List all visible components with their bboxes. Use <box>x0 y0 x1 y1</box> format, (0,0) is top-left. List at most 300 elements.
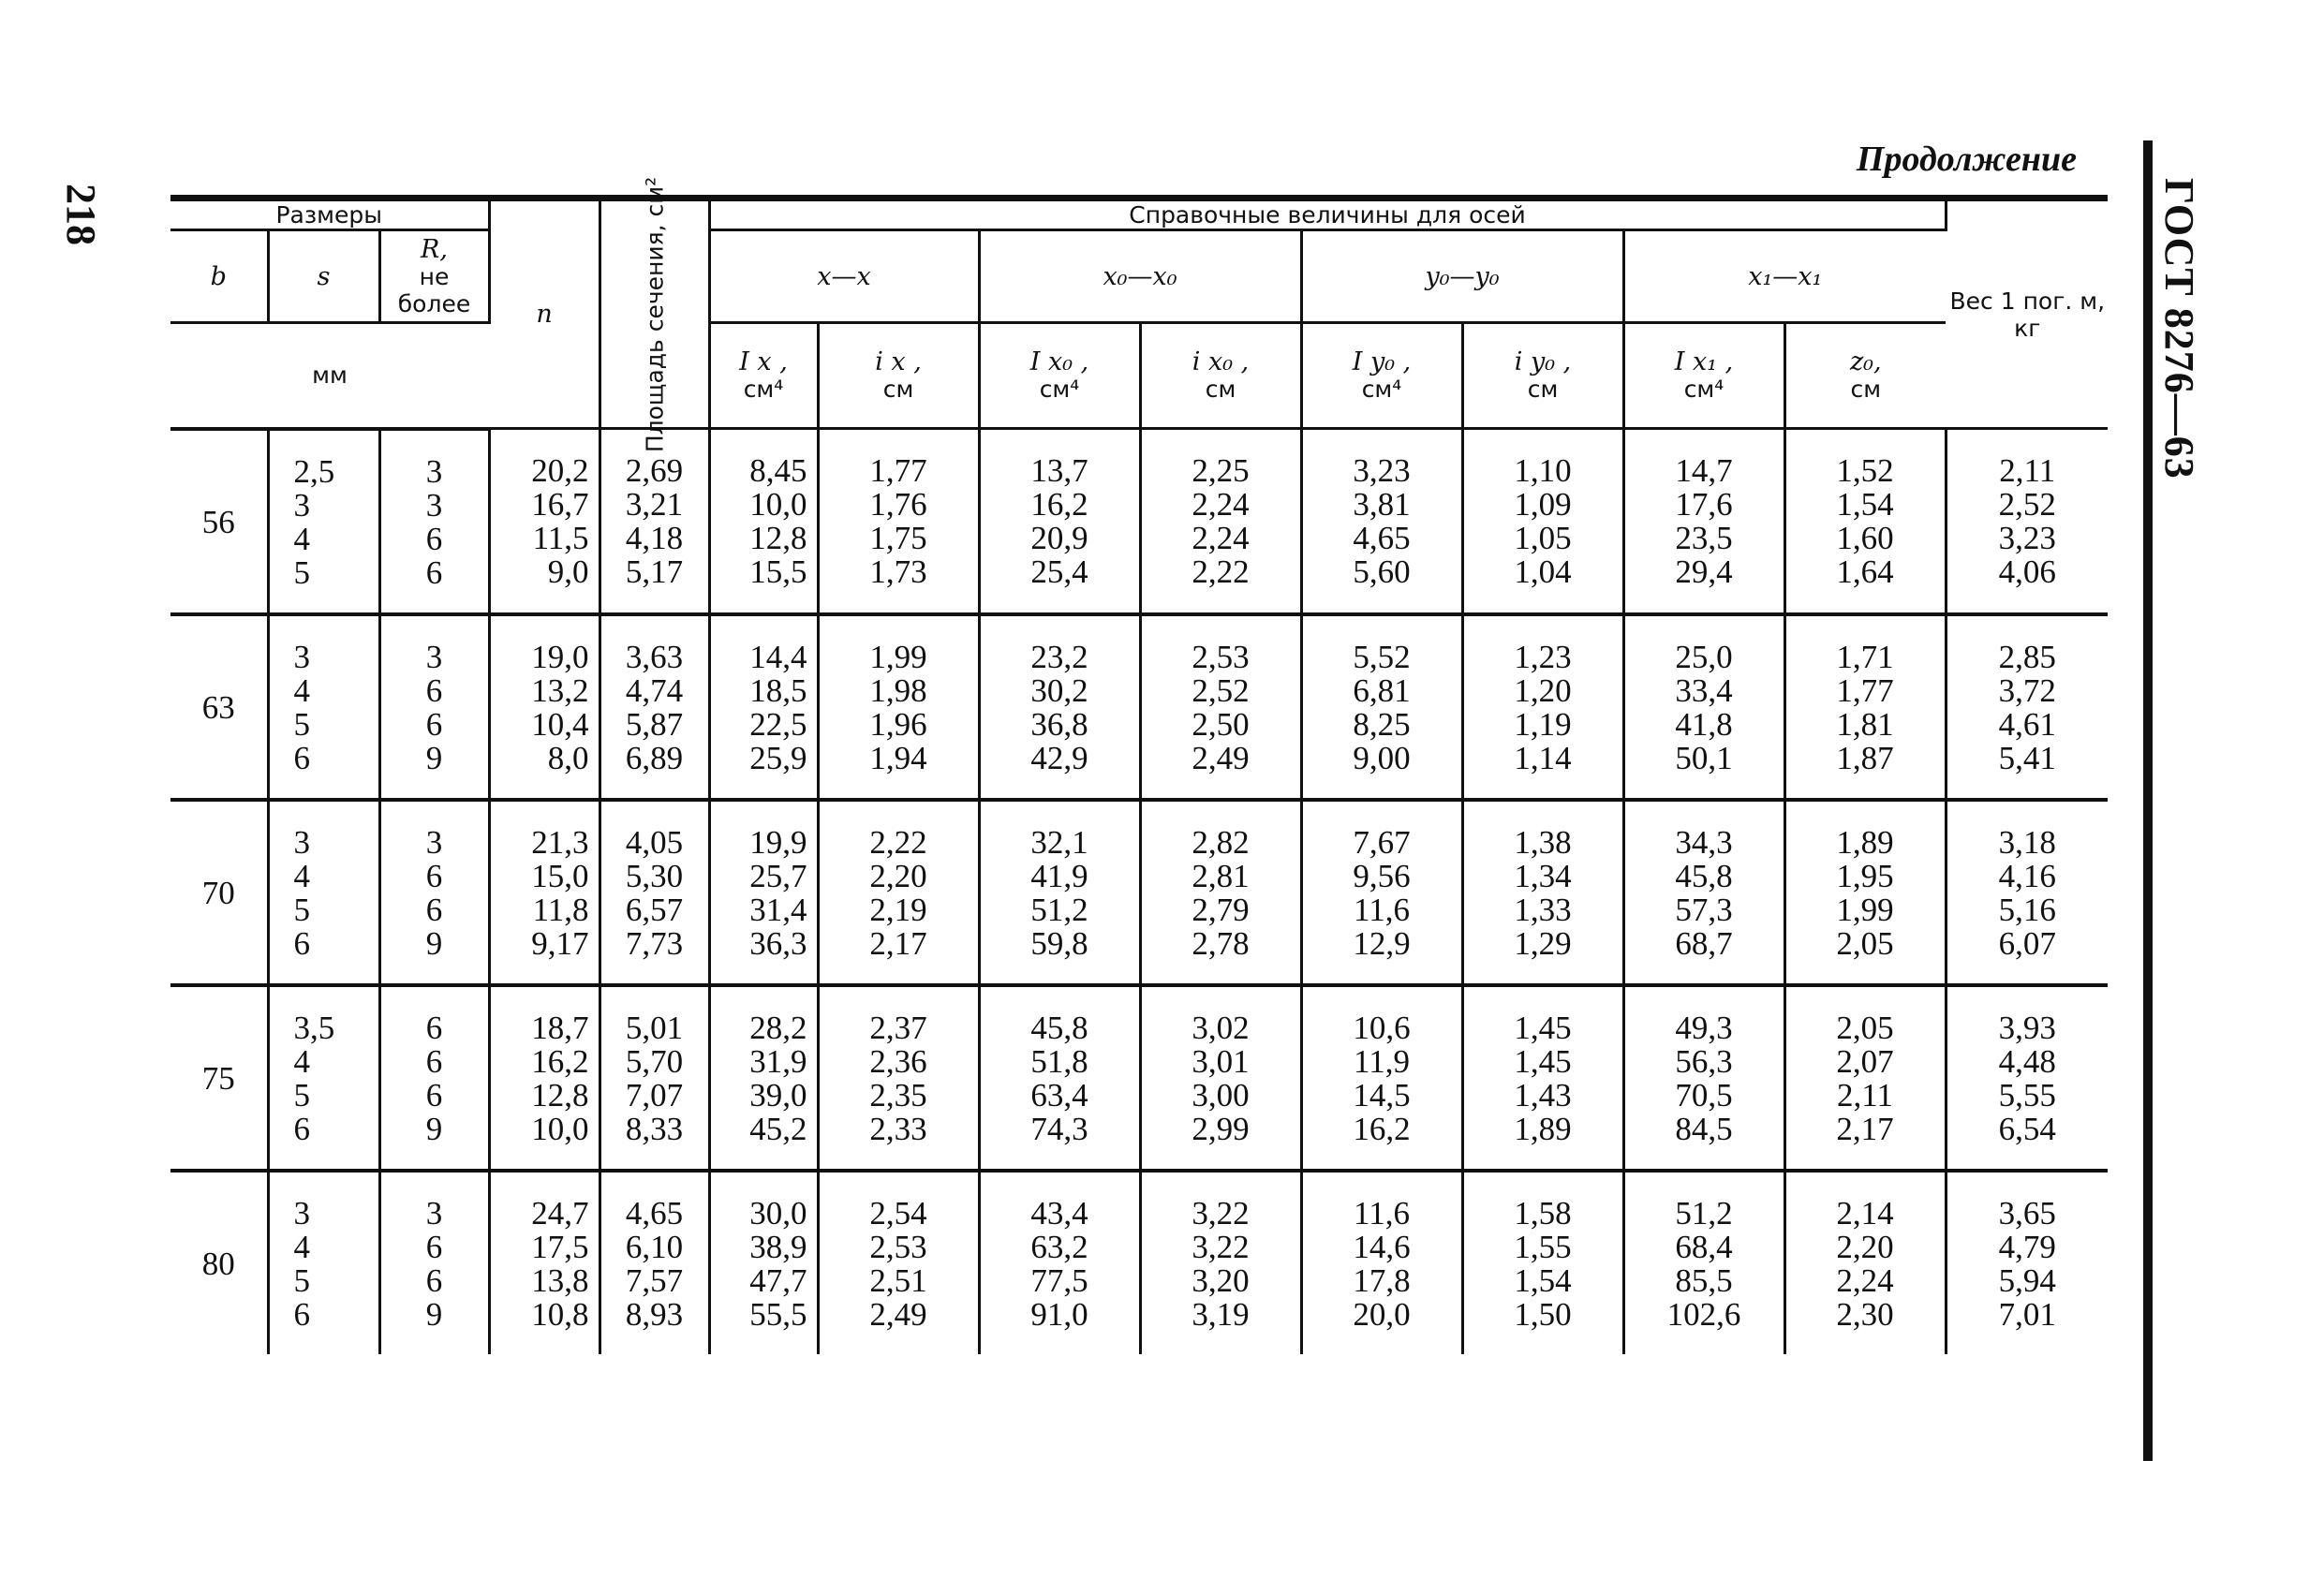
z0-header: z₀, см <box>1784 323 1946 429</box>
Iy0-value: 12,9 <box>1353 924 1411 962</box>
ix-cell <box>818 614 979 800</box>
Ix1-value: 25,0 <box>1675 638 1733 675</box>
ix0-cell <box>1140 985 1301 1171</box>
area-value: 3,63 <box>625 638 684 675</box>
n-value: 20,2 <box>531 452 589 490</box>
Ix-value: 38,9 <box>749 1228 807 1265</box>
ix-value: 1,76 <box>869 486 927 524</box>
z0-value: 1,95 <box>1836 857 1894 894</box>
ix0-value: 3,00 <box>1192 1076 1250 1114</box>
s-value: 5 <box>293 891 310 928</box>
iy0-value: 1,38 <box>1514 823 1572 861</box>
s-value: 5 <box>293 1261 310 1299</box>
ix0-value: 2,79 <box>1192 891 1250 928</box>
ix-value: 2,36 <box>869 1042 927 1080</box>
weight-value: 3,23 <box>1998 520 2056 557</box>
ix-cell <box>818 985 979 1171</box>
Ix0-value: 25,4 <box>1030 553 1088 591</box>
iy0-value: 1,14 <box>1514 739 1572 776</box>
n-header: n <box>489 199 600 429</box>
weight-value: 5,41 <box>1998 739 2056 776</box>
z0-value: 1,87 <box>1836 739 1894 776</box>
area-value: 6,57 <box>625 891 684 928</box>
s-value: 6 <box>293 924 310 962</box>
r-cell <box>379 614 489 800</box>
iy0-value: 1,29 <box>1514 924 1572 962</box>
Iy0-value: 14,6 <box>1353 1228 1411 1265</box>
r-value: 6 <box>425 1042 443 1080</box>
z0-value: 2,05 <box>1836 924 1894 962</box>
table-row <box>170 985 2108 1171</box>
Ix1-cell <box>1623 1171 1784 1354</box>
ix-value: 1,75 <box>869 520 927 557</box>
n-value: 18,7 <box>531 1009 589 1046</box>
ix-value: 2,37 <box>869 1009 927 1046</box>
Ix0-value: 43,4 <box>1030 1194 1088 1232</box>
area-value: 5,30 <box>625 857 684 894</box>
z0-value: 1,64 <box>1836 553 1894 591</box>
weight-value: 2,52 <box>1998 486 2056 524</box>
iy0-value: 1,58 <box>1514 1194 1572 1232</box>
ix-value: 2,51 <box>869 1261 927 1299</box>
area-cell <box>600 429 709 614</box>
Ix-value: 18,5 <box>749 671 807 709</box>
area-value: 4,18 <box>625 520 684 557</box>
n-value: 24,7 <box>531 1194 589 1232</box>
Iy0-value: 3,81 <box>1353 486 1411 524</box>
Ix1-value: 70,5 <box>1675 1076 1733 1114</box>
r-value: 6 <box>425 671 443 709</box>
weight-value: 4,16 <box>1998 857 2056 894</box>
weight-cell <box>1946 429 2108 614</box>
z0-value: 2,11 <box>1837 1076 1893 1114</box>
ix-cell <box>818 429 979 614</box>
b-value: 75 <box>170 985 268 1171</box>
iy0-cell <box>1462 429 1623 614</box>
Ix0-value: 59,8 <box>1030 924 1088 962</box>
iy0-moment-header: I y₀ , см⁴ <box>1301 323 1462 429</box>
Ix1-cell <box>1623 614 1784 800</box>
ix0-value: 2,22 <box>1192 553 1250 591</box>
area-value: 7,73 <box>625 924 684 962</box>
r-header: R, не более <box>379 230 489 323</box>
Ix-cell <box>709 1171 818 1354</box>
weight-value: 7,01 <box>1998 1295 2056 1333</box>
Ix0-cell <box>979 1171 1140 1354</box>
ix0-value: 2,24 <box>1192 486 1250 524</box>
Ix1-value: 45,8 <box>1675 857 1733 894</box>
area-value: 4,05 <box>625 823 684 861</box>
s-value: 4 <box>293 857 310 894</box>
Ix0-value: 23,2 <box>1030 638 1088 675</box>
area-value: 5,87 <box>625 705 684 743</box>
weight-cell <box>1946 985 2108 1171</box>
Ix1-value: 51,2 <box>1675 1194 1733 1232</box>
ix0-value: 2,82 <box>1192 823 1250 861</box>
Ix-cell <box>709 800 818 985</box>
ix0-value: 2,81 <box>1192 857 1250 894</box>
Ix1-value: 17,6 <box>1675 486 1733 524</box>
weight-value: 4,06 <box>1998 553 2056 591</box>
iy0-value: 1,10 <box>1514 452 1572 490</box>
iy0-value: 1,20 <box>1514 671 1572 709</box>
s-cell <box>268 1171 379 1354</box>
ix0-value: 2,49 <box>1192 739 1250 776</box>
Iy0-cell <box>1301 985 1462 1171</box>
s-value: 6 <box>293 1295 310 1333</box>
Iy0-value: 10,6 <box>1353 1009 1411 1046</box>
s-value: 5 <box>293 553 310 591</box>
Ix0-value: 63,4 <box>1030 1076 1088 1114</box>
s-header: s <box>268 230 379 323</box>
n-cell <box>489 800 600 985</box>
ix-value: 2,20 <box>869 857 927 894</box>
ix0-value: 3,20 <box>1192 1261 1250 1299</box>
z0-value: 2,24 <box>1836 1261 1894 1299</box>
table-row <box>170 614 2108 800</box>
reference-header: Справочные величины для осей <box>709 199 1946 230</box>
Ix-cell <box>709 429 818 614</box>
Ix0-value: 45,8 <box>1030 1009 1088 1046</box>
Iy0-value: 11,6 <box>1354 891 1410 928</box>
ix0-value: 2,25 <box>1192 452 1250 490</box>
Ix1-cell <box>1623 429 1784 614</box>
z0-value: 2,20 <box>1836 1228 1894 1265</box>
r-cell <box>379 1171 489 1354</box>
ix0-value: 2,52 <box>1192 671 1250 709</box>
z0-value: 1,77 <box>1836 671 1894 709</box>
area-value: 7,07 <box>625 1076 684 1114</box>
Iy0-cell <box>1301 429 1462 614</box>
n-value: 16,7 <box>531 486 589 524</box>
Iy0-value: 17,8 <box>1353 1261 1411 1299</box>
Iy0-value: 5,52 <box>1353 638 1411 675</box>
n-cell <box>489 429 600 614</box>
sizes-header: Размеры <box>170 199 489 230</box>
ix-moment-header: I x , см⁴ <box>709 323 818 429</box>
r-value: 6 <box>425 857 443 894</box>
weight-value: 3,72 <box>1998 671 2056 709</box>
r-value: 9 <box>425 924 443 962</box>
weight-value: 5,94 <box>1998 1261 2056 1299</box>
ix0-cell <box>1140 1171 1301 1354</box>
mm-header: мм <box>170 323 489 429</box>
s-value: 5 <box>293 1076 310 1114</box>
weight-cell <box>1946 800 2108 985</box>
Ix-value: 14,4 <box>749 638 807 675</box>
Ix1-value: 68,7 <box>1675 924 1733 962</box>
n-cell <box>489 614 600 800</box>
z0-value: 1,54 <box>1836 486 1894 524</box>
Ix1-value: 29,4 <box>1675 553 1733 591</box>
Ix0-cell <box>979 800 1140 985</box>
ix-value: 1,98 <box>869 671 927 709</box>
ix-value: 2,17 <box>869 924 927 962</box>
n-value: 13,2 <box>531 671 589 709</box>
s-value: 3 <box>293 1194 310 1232</box>
r-value: 6 <box>425 553 443 591</box>
Ix-value: 31,4 <box>749 891 807 928</box>
ix-radius-header: i x , см <box>818 323 979 429</box>
Ix-value: 25,9 <box>749 739 807 776</box>
ix-value: 2,22 <box>869 823 927 861</box>
z0-cell <box>1784 800 1946 985</box>
ix0-radius-header: i x₀ , см <box>1140 323 1301 429</box>
s-value: 2,5 <box>293 452 335 490</box>
iy0-value: 1,50 <box>1514 1295 1572 1333</box>
Ix-value: 45,2 <box>749 1110 807 1147</box>
n-value: 8,0 <box>547 739 589 776</box>
Ix-cell <box>709 614 818 800</box>
Iy0-value: 5,60 <box>1353 553 1411 591</box>
iy0-value: 1,55 <box>1514 1228 1572 1265</box>
area-value: 6,89 <box>625 739 684 776</box>
axis-y0-header: y₀—y₀ <box>1301 230 1623 323</box>
ix-value: 2,35 <box>869 1076 927 1114</box>
s-value: 3 <box>293 823 310 861</box>
ix0-cell <box>1140 614 1301 800</box>
r-value: 6 <box>425 1009 443 1046</box>
ix0-value: 2,99 <box>1192 1110 1250 1147</box>
Ix-value: 19,9 <box>749 823 807 861</box>
b-value: 63 <box>170 614 268 800</box>
ix-value: 2,49 <box>869 1295 927 1333</box>
Ix0-value: 36,8 <box>1030 705 1088 743</box>
weight-value: 6,07 <box>1998 924 2056 962</box>
iy0-value: 1,19 <box>1514 705 1572 743</box>
weight-value: 4,61 <box>1998 705 2056 743</box>
r-value: 6 <box>425 1228 443 1265</box>
weight-cell <box>1946 1171 2108 1354</box>
r-value: 3 <box>425 823 443 861</box>
r-value: 9 <box>425 1295 443 1333</box>
ix0-value: 3,01 <box>1192 1042 1250 1080</box>
ix0-cell <box>1140 800 1301 985</box>
Ix-value: 39,0 <box>749 1076 807 1114</box>
ix-value: 2,33 <box>869 1110 927 1147</box>
n-value: 9,17 <box>531 924 589 962</box>
r-value: 9 <box>425 739 443 776</box>
Iy0-value: 16,2 <box>1353 1110 1411 1147</box>
ix-value: 2,19 <box>869 891 927 928</box>
ix0-cell <box>1140 429 1301 614</box>
Ix0-cell <box>979 985 1140 1171</box>
ix-value: 1,77 <box>869 452 927 490</box>
Ix0-value: 91,0 <box>1030 1295 1088 1333</box>
ix1-moment-header: I x₁ , см⁴ <box>1623 323 1784 429</box>
n-value: 15,0 <box>531 857 589 894</box>
s-cell <box>268 429 379 614</box>
Iy0-value: 9,56 <box>1353 857 1411 894</box>
r-value: 6 <box>425 891 443 928</box>
r-cell <box>379 985 489 1171</box>
ix0-value: 2,53 <box>1192 638 1250 675</box>
r-value: 6 <box>425 1261 443 1299</box>
b-value: 70 <box>170 800 268 985</box>
z0-value: 2,05 <box>1836 1009 1894 1046</box>
n-value: 11,5 <box>532 520 589 557</box>
ix-value: 1,73 <box>869 553 927 591</box>
Iy0-value: 11,9 <box>1354 1042 1410 1080</box>
axis-x1-header: x₁—x₁ <box>1623 230 1946 323</box>
Ix0-value: 13,7 <box>1030 452 1088 490</box>
iy0-value: 1,33 <box>1514 891 1572 928</box>
Ix0-value: 51,8 <box>1030 1042 1088 1080</box>
n-cell <box>489 985 600 1171</box>
n-value: 11,8 <box>532 891 589 928</box>
r-value: 3 <box>425 638 443 675</box>
iy0-value: 1,54 <box>1514 1261 1572 1299</box>
weight-value: 4,79 <box>1998 1228 2056 1265</box>
ix-cell <box>818 1171 979 1354</box>
Ix1-value: 49,3 <box>1675 1009 1733 1046</box>
ix-cell <box>818 800 979 985</box>
axis-x-header: x—x <box>709 230 979 323</box>
continuation-label: Продолжение <box>1856 140 2077 179</box>
weight-value: 3,18 <box>1998 823 2056 861</box>
Iy0-value: 3,23 <box>1353 452 1411 490</box>
Ix-value: 28,2 <box>749 1009 807 1046</box>
r-cell <box>379 800 489 985</box>
s-value: 5 <box>293 705 310 743</box>
area-value: 3,21 <box>625 486 684 524</box>
Ix1-value: 50,1 <box>1675 739 1733 776</box>
Ix1-value: 102,6 <box>1666 1295 1741 1333</box>
area-value: 6,10 <box>625 1228 684 1265</box>
n-value: 10,4 <box>531 705 589 743</box>
iy0-value: 1,89 <box>1514 1110 1572 1147</box>
ix0-value: 3,02 <box>1192 1009 1250 1046</box>
area-value: 2,69 <box>625 452 684 490</box>
r-value: 9 <box>425 1110 443 1147</box>
weight-value: 3,65 <box>1998 1194 2056 1232</box>
Ix1-value: 68,4 <box>1675 1228 1733 1265</box>
area-value: 7,57 <box>625 1261 684 1299</box>
Ix0-value: 30,2 <box>1030 671 1088 709</box>
Ix-value: 10,0 <box>749 486 807 524</box>
weight-value: 2,11 <box>1999 452 2056 490</box>
iy0-radius-header: i y₀ , см <box>1462 323 1623 429</box>
Iy0-value: 9,00 <box>1353 739 1411 776</box>
Ix1-value: 23,5 <box>1675 520 1733 557</box>
Ix0-value: 51,2 <box>1030 891 1088 928</box>
b-value: 56 <box>170 429 268 614</box>
Ix1-value: 57,3 <box>1675 891 1733 928</box>
Ix1-value: 85,5 <box>1675 1261 1733 1299</box>
Iy0-value: 14,5 <box>1353 1076 1411 1114</box>
iy0-value: 1,04 <box>1514 553 1572 591</box>
iy0-cell <box>1462 800 1623 985</box>
ix0-value: 2,24 <box>1192 520 1250 557</box>
ix-value: 1,96 <box>869 705 927 743</box>
ix0-value: 2,78 <box>1192 924 1250 962</box>
Ix-value: 55,5 <box>749 1295 807 1333</box>
s-value: 6 <box>293 1110 310 1147</box>
n-value: 16,2 <box>531 1042 589 1080</box>
iy0-value: 1,34 <box>1514 857 1572 894</box>
area-value: 5,17 <box>625 553 684 591</box>
table-row <box>170 800 2108 985</box>
Ix0-value: 20,9 <box>1030 520 1088 557</box>
weight-value: 3,93 <box>1998 1009 2056 1046</box>
ix-value: 1,94 <box>869 739 927 776</box>
weight-value: 4,48 <box>1998 1042 2056 1080</box>
ix0-moment-header: I x₀ , см⁴ <box>979 323 1140 429</box>
ix0-value: 3,22 <box>1192 1228 1250 1265</box>
Ix1-value: 34,3 <box>1675 823 1733 861</box>
r-value: 6 <box>425 1076 443 1114</box>
weight-cell <box>1946 614 2108 800</box>
area-cell <box>600 614 709 800</box>
r-value: 6 <box>425 520 443 557</box>
Ix-value: 8,45 <box>749 452 807 490</box>
r-value: 3 <box>425 486 443 524</box>
Ix1-value: 56,3 <box>1675 1042 1733 1080</box>
area-header: Площадь сечения, см² <box>600 199 709 429</box>
Ix-value: 15,5 <box>749 553 807 591</box>
n-value: 10,8 <box>531 1295 589 1333</box>
area-value: 8,33 <box>625 1110 684 1147</box>
r-value: 3 <box>425 1194 443 1232</box>
Ix-value: 47,7 <box>749 1261 807 1299</box>
z0-value: 2,30 <box>1836 1295 1894 1333</box>
Ix1-cell <box>1623 985 1784 1171</box>
z0-value: 2,14 <box>1836 1194 1894 1232</box>
z0-value: 1,71 <box>1836 638 1894 675</box>
Iy0-value: 7,67 <box>1353 823 1411 861</box>
iy0-value: 1,09 <box>1514 486 1572 524</box>
s-value: 3 <box>293 638 310 675</box>
z0-value: 1,60 <box>1836 520 1894 557</box>
z0-value: 2,17 <box>1836 1110 1894 1147</box>
area-cell <box>600 800 709 985</box>
s-cell <box>268 800 379 985</box>
Ix0-value: 74,3 <box>1030 1110 1088 1147</box>
Iy0-value: 11,6 <box>1354 1194 1410 1232</box>
z0-value: 1,99 <box>1836 891 1894 928</box>
ix0-value: 2,50 <box>1192 705 1250 743</box>
r-value: 6 <box>425 705 443 743</box>
iy0-value: 1,45 <box>1514 1042 1572 1080</box>
n-value: 9,0 <box>547 553 589 591</box>
s-cell <box>268 614 379 800</box>
Iy0-cell <box>1301 614 1462 800</box>
ix0-value: 3,19 <box>1192 1295 1250 1333</box>
Ix0-value: 16,2 <box>1030 486 1088 524</box>
n-value: 19,0 <box>531 638 589 675</box>
Ix-value: 25,7 <box>749 857 807 894</box>
z0-value: 1,52 <box>1836 452 1894 490</box>
ix-value: 2,54 <box>869 1194 927 1232</box>
Ix1-value: 84,5 <box>1675 1110 1733 1147</box>
area-value: 4,65 <box>625 1194 684 1232</box>
r-cell <box>379 429 489 614</box>
iy0-cell <box>1462 614 1623 800</box>
Iy0-value: 20,0 <box>1353 1295 1411 1333</box>
iy0-value: 1,45 <box>1514 1009 1572 1046</box>
Ix-value: 31,9 <box>749 1042 807 1080</box>
properties-table <box>170 176 2108 1354</box>
Ix1-value: 41,8 <box>1675 705 1733 743</box>
n-value: 21,3 <box>531 823 589 861</box>
Iy0-cell <box>1301 800 1462 985</box>
z0-cell <box>1784 429 1946 614</box>
n-value: 17,5 <box>531 1228 589 1265</box>
Iy0-value: 8,25 <box>1353 705 1411 743</box>
Ix1-value: 14,7 <box>1675 452 1733 490</box>
z0-cell <box>1784 614 1946 800</box>
area-value: 8,93 <box>625 1295 684 1333</box>
